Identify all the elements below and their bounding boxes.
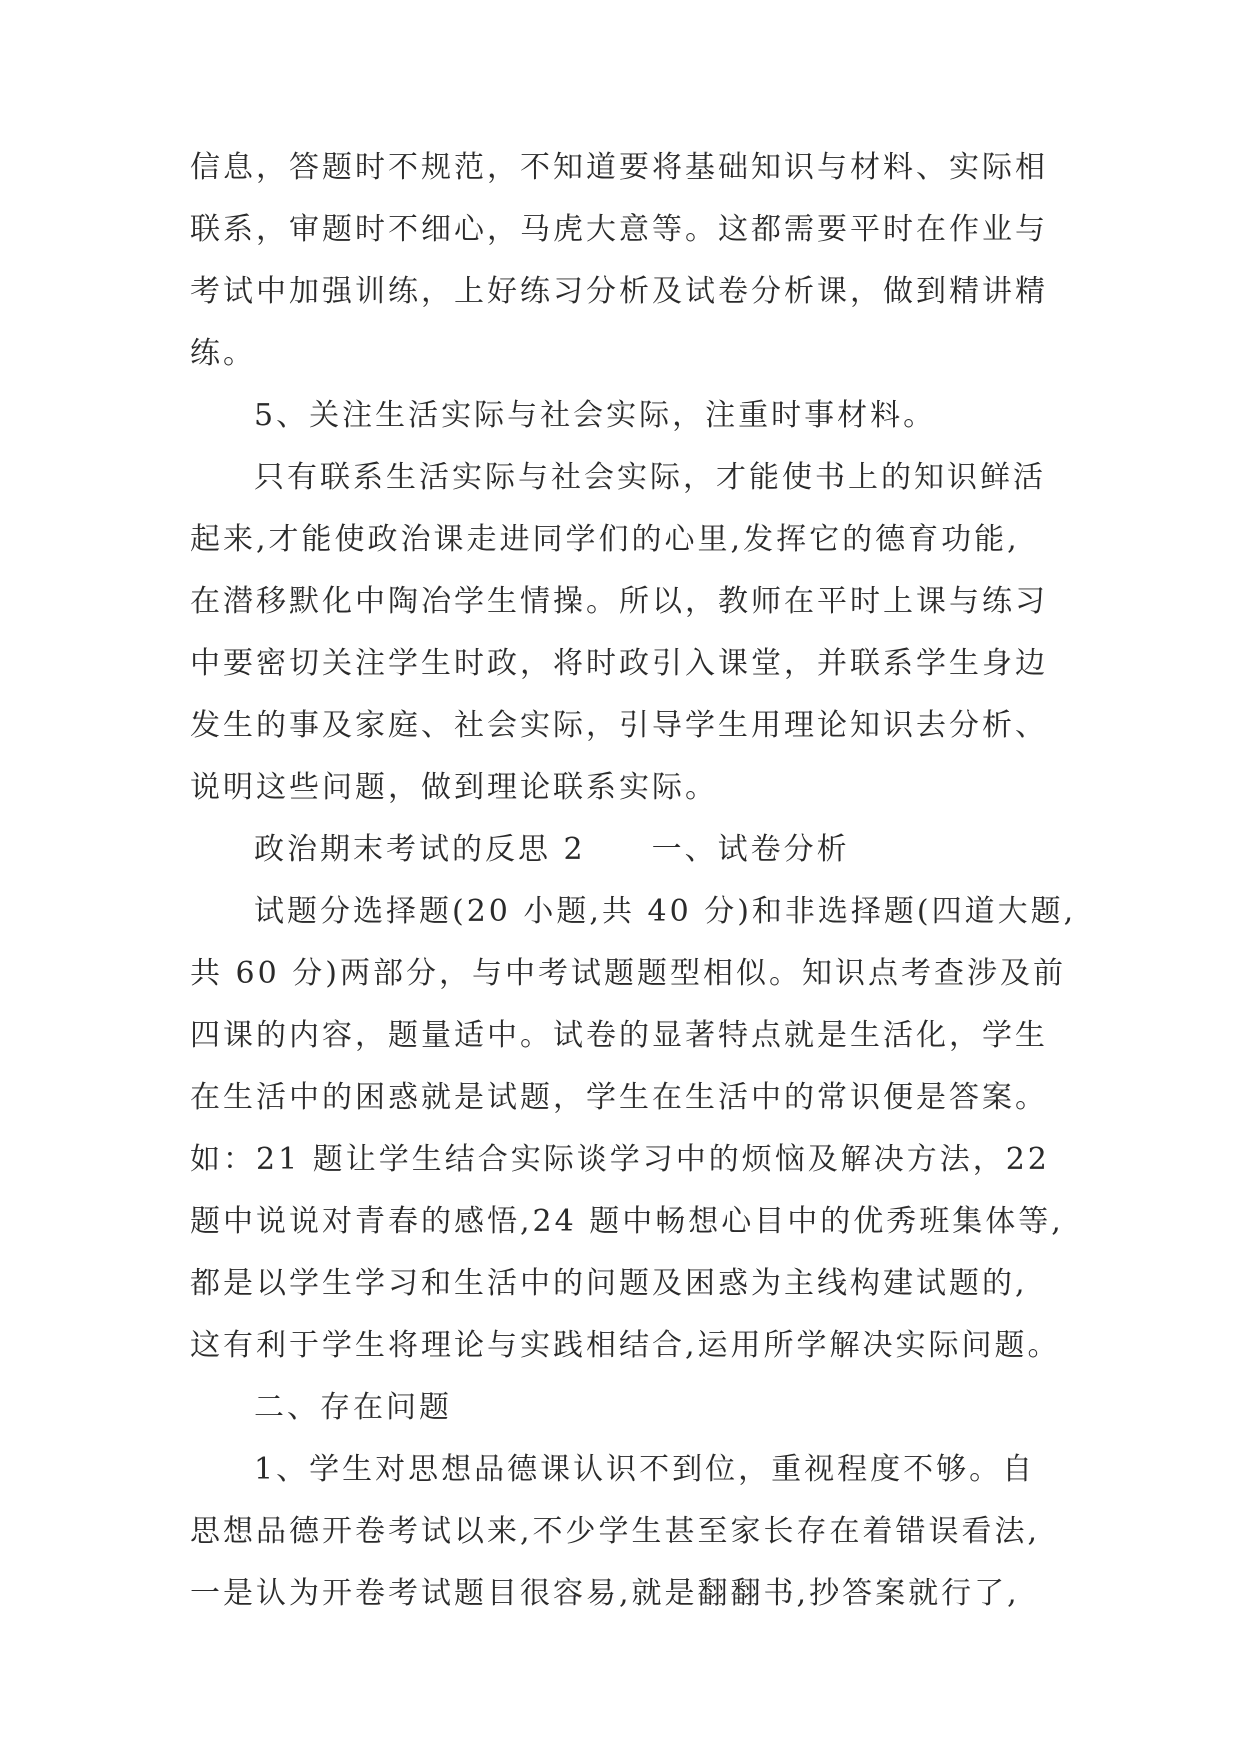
text-line: 中要密切关注学生时政，将时政引入课堂，并联系学生身边 [190, 646, 1048, 681]
section-heading: 二、存在问题 [254, 1390, 452, 1425]
section-heading: 5、关注生活实际与社会实际，注重时事材料。 [254, 398, 937, 433]
text-line: 共 60 分)两部分，与中考试题题型相似。知识点考查涉及前 [190, 956, 1066, 991]
text-line: 一是认为开卷考试题目很容易,就是翻翻书,抄答案就行了, [190, 1576, 1020, 1611]
text-line: 思想品德开卷考试以来,不少学生甚至家长存在着错误看法, [190, 1514, 1041, 1549]
text-line: 如：21 题让学生结合实际谈学习中的烦恼及解决方法，22 [190, 1142, 1050, 1177]
text-line: 四课的内容，题量适中。试卷的显著特点就是生活化，学生 [190, 1018, 1048, 1053]
text-line: 1、学生对思想品德课认识不到位，重视程度不够。自 [254, 1452, 1036, 1487]
text-line: 练。 [190, 336, 256, 371]
text-line: 考试中加强训练，上好练习分析及试卷分析课，做到精讲精 [190, 274, 1048, 309]
text-line: 这有利于学生将理论与实践相结合,运用所学解决实际问题。 [190, 1328, 1061, 1363]
text-line: 都是以学生学习和生活中的问题及困惑为主线构建试题的, [190, 1266, 1028, 1301]
text-line: 发生的事及家庭、社会实际，引导学生用理论知识去分析、 [190, 708, 1048, 743]
text-line: 信息，答题时不规范，不知道要将基础知识与材料、实际相 [190, 150, 1048, 185]
text-line: 试题分选择题(20 小题,共 40 分)和非选择题(四道大题, [254, 894, 1077, 929]
text-line: 只有联系生活实际与社会实际，才能使书上的知识鲜活 [254, 460, 1046, 495]
text-line: 说明这些问题，做到理论联系实际。 [190, 770, 718, 805]
text-line: 联系，审题时不细心，马虎大意等。这都需要平时在作业与 [190, 212, 1048, 247]
text-line: 起来,才能使政治课走进同学们的心里,发挥它的德育功能, [190, 522, 1020, 557]
section-heading: 政治期末考试的反思 2 一、试卷分析 [254, 832, 850, 867]
text-line: 题中说说对青春的感悟,24 题中畅想心目中的优秀班集体等, [190, 1204, 1064, 1239]
text-line: 在潜移默化中陶冶学生情操。所以，教师在平时上课与练习 [190, 584, 1048, 619]
text-line: 在生活中的困惑就是试题，学生在生活中的常识便是答案。 [190, 1080, 1048, 1115]
